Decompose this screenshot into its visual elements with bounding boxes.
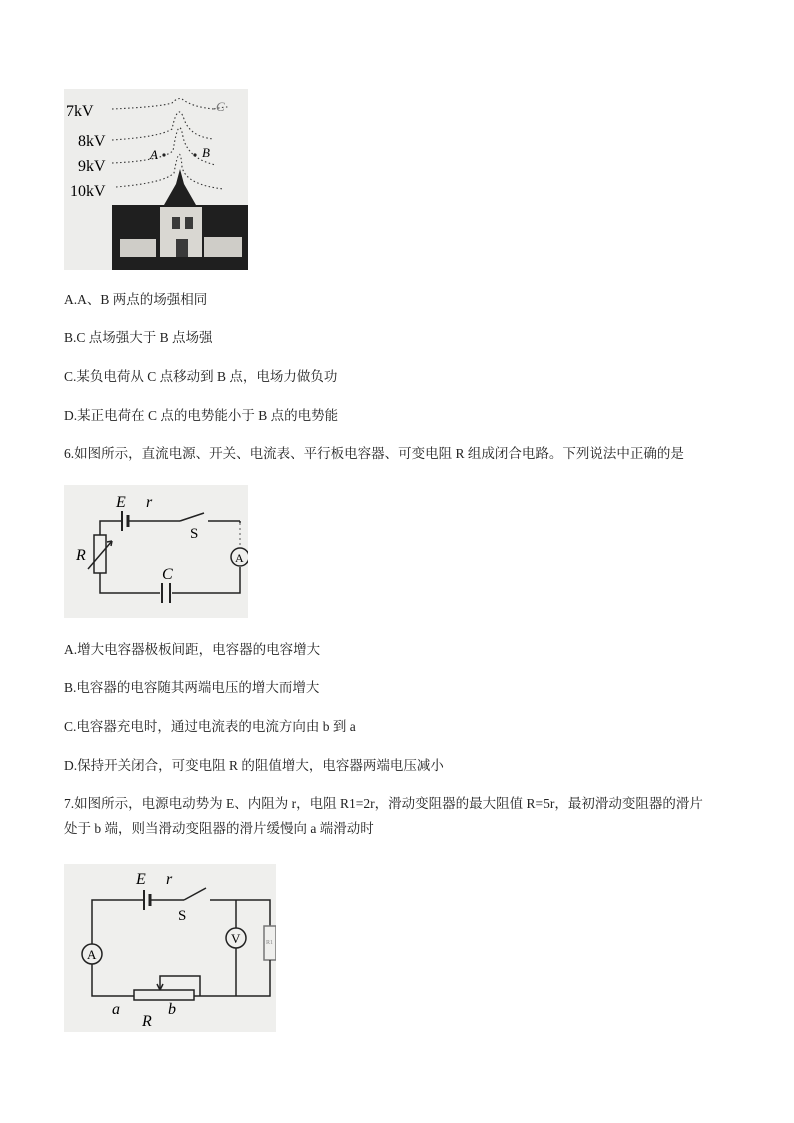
q5-option-a: A.A、B 两点的场强相同 — [64, 292, 208, 307]
q7-stem-line2: 处于 b 端，则当滑动变阻器的滑片缓慢向 a 端滑动时 — [64, 821, 374, 836]
q6-option-d: D.保持开关闭合，可变电阻 R 的阻值增大，电容器两端电压减小 — [64, 758, 444, 773]
figure-rheostat-circuit — [64, 864, 276, 1032]
label-voltmeter: V — [231, 931, 241, 946]
label-10kv: 10kV — [70, 183, 106, 200]
point-b-dot — [193, 153, 196, 156]
label-point-b: B — [202, 145, 210, 160]
q6-option-c: C.电容器充电时，通过电流表的电流方向由 b 到 a — [64, 719, 356, 734]
label-ammeter: A — [235, 551, 244, 565]
label-a-end: a — [112, 1001, 120, 1018]
q5-option-b: B.C 点场强大于 B 点场强 — [64, 330, 213, 345]
label-9kv: 9kV — [78, 158, 106, 175]
label-r1: R1 — [266, 940, 274, 946]
q7-stem-line1: 7.如图所示，电源电动势为 E、内阻为 r，电阻 R1=2r，滑动变阻器的最大阻值 R=5r，最初滑动变阻器的滑片 — [64, 796, 703, 811]
label-e: E — [116, 494, 126, 511]
label-r-variable: R — [76, 547, 86, 564]
label-r-rheostat: R — [142, 1013, 152, 1030]
label-point-a: A — [150, 147, 158, 162]
label-point-c: C — [216, 99, 225, 114]
label-r-internal: r — [166, 871, 173, 888]
point-a-dot — [162, 153, 165, 156]
label-ammeter: A — [87, 947, 97, 962]
q6-option-b: B.电容器的电容随其两端电压的增大而增大 — [64, 680, 320, 695]
figure-equipotential — [64, 89, 248, 270]
label-s: S — [178, 908, 187, 924]
label-8kv: 8kV — [78, 133, 106, 150]
label-7kv: 7kV — [66, 103, 94, 120]
label-c: C — [162, 566, 173, 583]
q6-stem: 6.如图所示，直流电源、开关、电流表、平行板电容器、可变电阻 R 组成闭合电路。下列说法中正确的是 — [64, 446, 684, 461]
q5-option-c: C.某负电荷从 C 点移动到 B 点，电场力做负功 — [64, 369, 338, 384]
label-e: E — [136, 871, 146, 888]
label-r-internal: r — [146, 494, 153, 511]
q5-option-d: D.某正电荷在 C 点的电势能小于 B 点的电势能 — [64, 408, 339, 423]
label-s: S — [190, 526, 199, 542]
label-b-end: b — [168, 1001, 176, 1018]
q6-option-a: A.增大电容器极板间距，电容器的电容增大 — [64, 642, 321, 657]
figure-capacitor-circuit — [64, 485, 248, 618]
